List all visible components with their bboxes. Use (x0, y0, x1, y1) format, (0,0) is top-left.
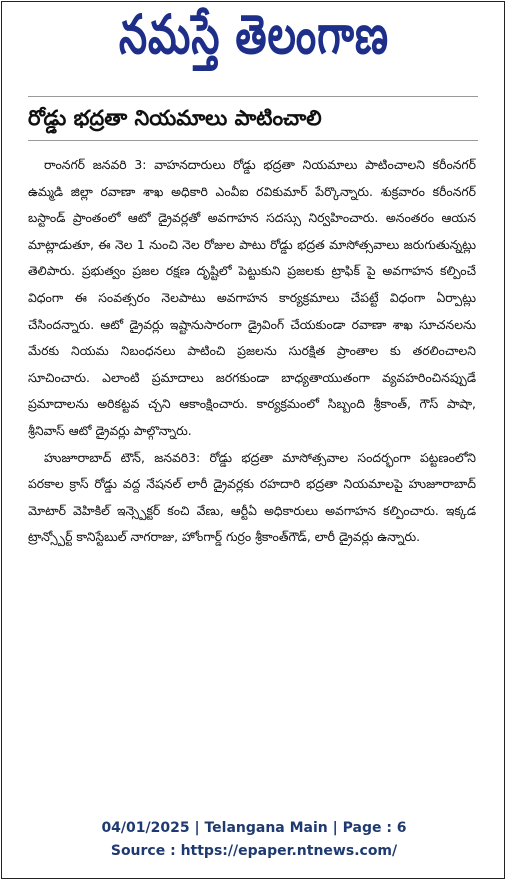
masthead-title: నమస్తే తెలంగాణ (118, 4, 390, 67)
article-paragraph-huzurabad: హుజూరాబాద్ టౌన్, జనవరి3: రోడ్డు భద్రతా మాసోత్సవాల సందర్భంగా పట్టణంలోని పరకాల క్రాస్ రోడ్డు వద్ద నేషనల్ లారీ డ్రైవర్లకు రహదారి భద్రతా నియమాలపై హుజూరాబాద్ మోటార్ వెహికిల్ ఇన్స్పెక్టర్ కంచి వేణు, ఆర్టీఏ అధికారులు అవగాహన కల్పించారు. ఇక్కడ ట్రాన్స్పోర్ట్ కానిస్టేబుల్ నాగరాజు, హోంగార్డ్ గుర్రం శ్రీకాంత్‌గౌడ్, లారీ డ్రైవర్లు ఉన్నారు. (28, 449, 476, 545)
footer-date-edition: 04/01/2025 | Telangana Main | Page : 6 (101, 820, 407, 836)
article-paragraph-karimnagar: రాంనగర్ జనవరి 3: వాహనదారులు రోడ్డు భద్రతా నియమాలు పాటించాలని కరీంనగర్ ఉమ్మడి జిల్లా రవాణా శాఖ అధికారి ఎంవీఐ రవికుమార్ పేర్కొన్నారు. శుక్రవారం కరీంనగర్ బస్టాండ్ ప్రాంతంలో ఆటో డ్రైవర్లతో అవగాహన సదస్సు నిర్వహించారు. అనంతరం ఆయన మాట్లాడుతూ, ఈ నెల 1 నుంచి నెల రోజుల పాటు రోడ్డు భద్రత మాసోత్సవాలు జరుగుతున్నట్లు తెలిపారు. ప్రభుత్వం ప్రజల రక్షణ దృష్టిలో పెట్టుకుని ప్రజలకు ట్రాఫిక్ పై అవగాహన కల్పించే విధంగా ఈ సంవత్సరం నెలపాటు అవగాహన కార్యక్రమాలు చేపట్టే విధంగా ఏర్పాట్లు చేసిందన్నారు. ఆటో డ్రైవర్లు ఇష్టానుసారంగా డ్రైవింగ్ చేయకుండా రవాణా శాఖ సూచనలను మేరకు నియమ నిబంధనలు పాటించి ప్రజలను సురక్షిత ప్రాంతాల కు తరలించాలని సూచించారు. ఎలాంటి ప్రమాదాలు జరగకుండా బాధ్యతాయుతంగా వ్యవహరించినప్పుడే ప్రమాదాలను అరికట్టవ చ్చని ఆకాంక్షించారు. కార్యక్రమంలో సిబ్బంది శ్రీకాంత్, గౌస్ పాషా, శ్రీనివాస్ ఆటో డ్రైవర్లు పాల్గొన్నారు. (28, 157, 476, 438)
article-body (28, 152, 476, 551)
headline-top-divider (28, 96, 478, 97)
article-headline: రోడ్డు భద్రతా నియమాలు పాటించాలి (28, 106, 322, 130)
newspaper-masthead (0, 4, 508, 80)
headline-bottom-divider (28, 140, 478, 141)
footer-source-link[interactable]: Source : https://epaper.ntnews.com/ (110, 843, 398, 859)
